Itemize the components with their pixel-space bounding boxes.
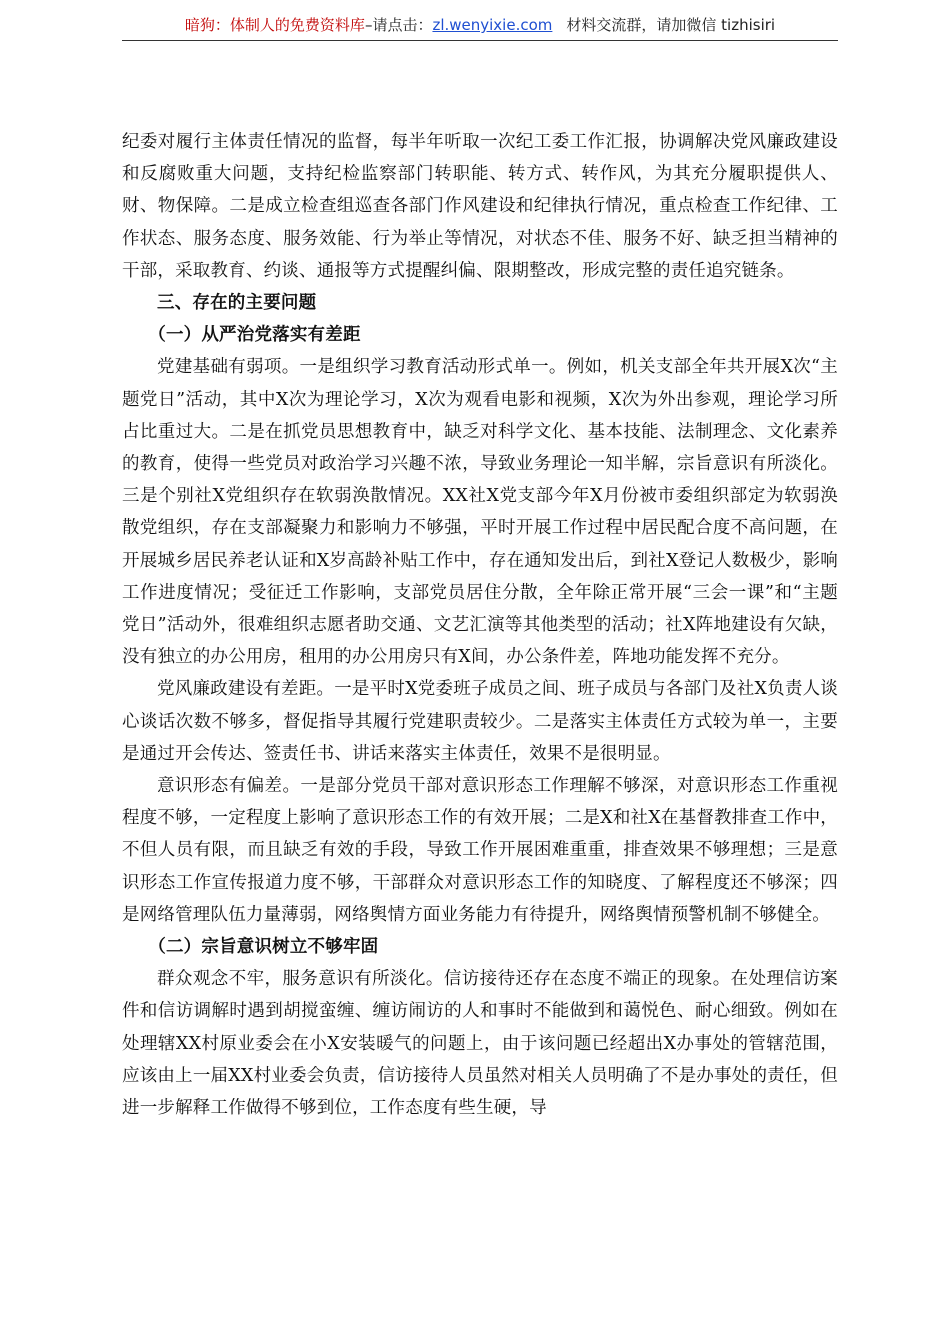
header-contact: 材料交流群，请加微信 tizhisiri: [566, 16, 776, 34]
header-link[interactable]: zl.wenyixie.com: [432, 16, 553, 34]
paragraph-integrity: 党风廉政建设有差距。一是平时X党委班子成员之间、班子成员与各部门及社X负责人谈心谈话次数不够多，督促指导其履行党建职责较少。二是落实主体责任方式较为单一，主要是通过开会传达、签责任书、讲话来落实主体责任，效果不是很明显。: [122, 679, 838, 764]
paragraph-ideology: 意识形态有偏差。一是部分党员干部对意识形态工作理解不够深，对意识形态工作重视程度不够，一定程度上影响了意识形态工作的有效开展；二是X和社X在基督教排查工作中，不但人员有限，而且缺乏有效的手段，导致工作开展困难重重，排查效果不够理想；三是意识形态工作宣传报道力度不够，干部群众对意识形态工作的知晓度、了解程度还不够深；四是网络管理队伍力量薄弱，网络舆情方面业务能力有待提升，网络舆情预警机制不够健全。: [122, 776, 838, 925]
paragraph-party-building: 党建基础有弱项。一是组织学习教育活动形式单一。例如，机关支部全年共开展X次“主题党日”活动，其中X次为理论学习，X次为观看电影和视频，X次为外出参观，理论学习所占比重过大。二是在抓党员思想教育中，缺乏对科学文化、基本技能、法制理念、文化素养的教育，使得一些党员对政治学习兴趣不浓，导致业务理论一知半解，宗旨意识有所淡化。三是个别社X党组织存在软弱涣散情况。XX社X党支部今年X月份被市委组织部定为软弱涣散党组织，存在支部凝聚力和影响力不够强，平时开展工作过程中居民配合度不高问题，在开展城乡居民养老认证和X岁高龄补贴工作中，存在通知发出后，到社X登记人数极少，影响工作进度情况；受征迁工作影响，支部党员居住分散，全年除正常开展“三会一课”和“主题党日”活动外，很难组织志愿者助交通、文艺汇演等其他类型的活动；社X阵地建设有欠缺，没有独立的办公用房，租用的办公用房只有X间，办公条件差，阵地功能发挥不充分。: [122, 357, 838, 668]
header-prompt: –请点击：: [364, 16, 433, 34]
subsection-title-purpose-awareness: （二）宗旨意识树立不够牢固: [148, 937, 379, 958]
section-title-main-problems: 三、存在的主要问题: [157, 293, 317, 314]
document-body: [122, 126, 838, 1124]
paragraph-supervision: 纪委对履行主体责任情况的监督，每半年听取一次纪工委工作汇报，协调解决党风廉政建设和反腐败重大问题，支持纪检监察部门转职能、转方式、转作风，为其充分履职提供人、财、物保障。二是成立检查组巡查各部门作风建设和纪律执行情况，重点检查工作纪律、工作状态、服务态度、服务效能、行为举止等情况，对状态不佳、服务不好、缺乏担当精神的干部，采取教育、约谈、通报等方式提醒纠偏、限期整改，形成完整的责任追究链条。: [122, 132, 838, 281]
page-header: [122, 12, 838, 41]
subsection-title-party-governance: （一）从严治党落实有差距: [148, 325, 361, 346]
header-brand: 暗狗：体制人的免费资料库: [184, 16, 365, 34]
paragraph-mass-service: 群众观念不牢，服务意识有所淡化。信访接待还存在态度不端正的现象。在处理信访案件和信访调解时遇到胡搅蛮缠、缠访闹访的人和事时不能做到和蔼悦色、耐心细致。例如在处理辖XX村原业委会在小X安装暖气的问题上，由于该问题已经超出X办事处的管辖范围，应该由上一届XX村业委会负责，信访接待人员虽然对相关人员明确了不是办事处的责任，但进一步解释工作做得不够到位，工作态度有些生硬，导: [122, 969, 838, 1119]
